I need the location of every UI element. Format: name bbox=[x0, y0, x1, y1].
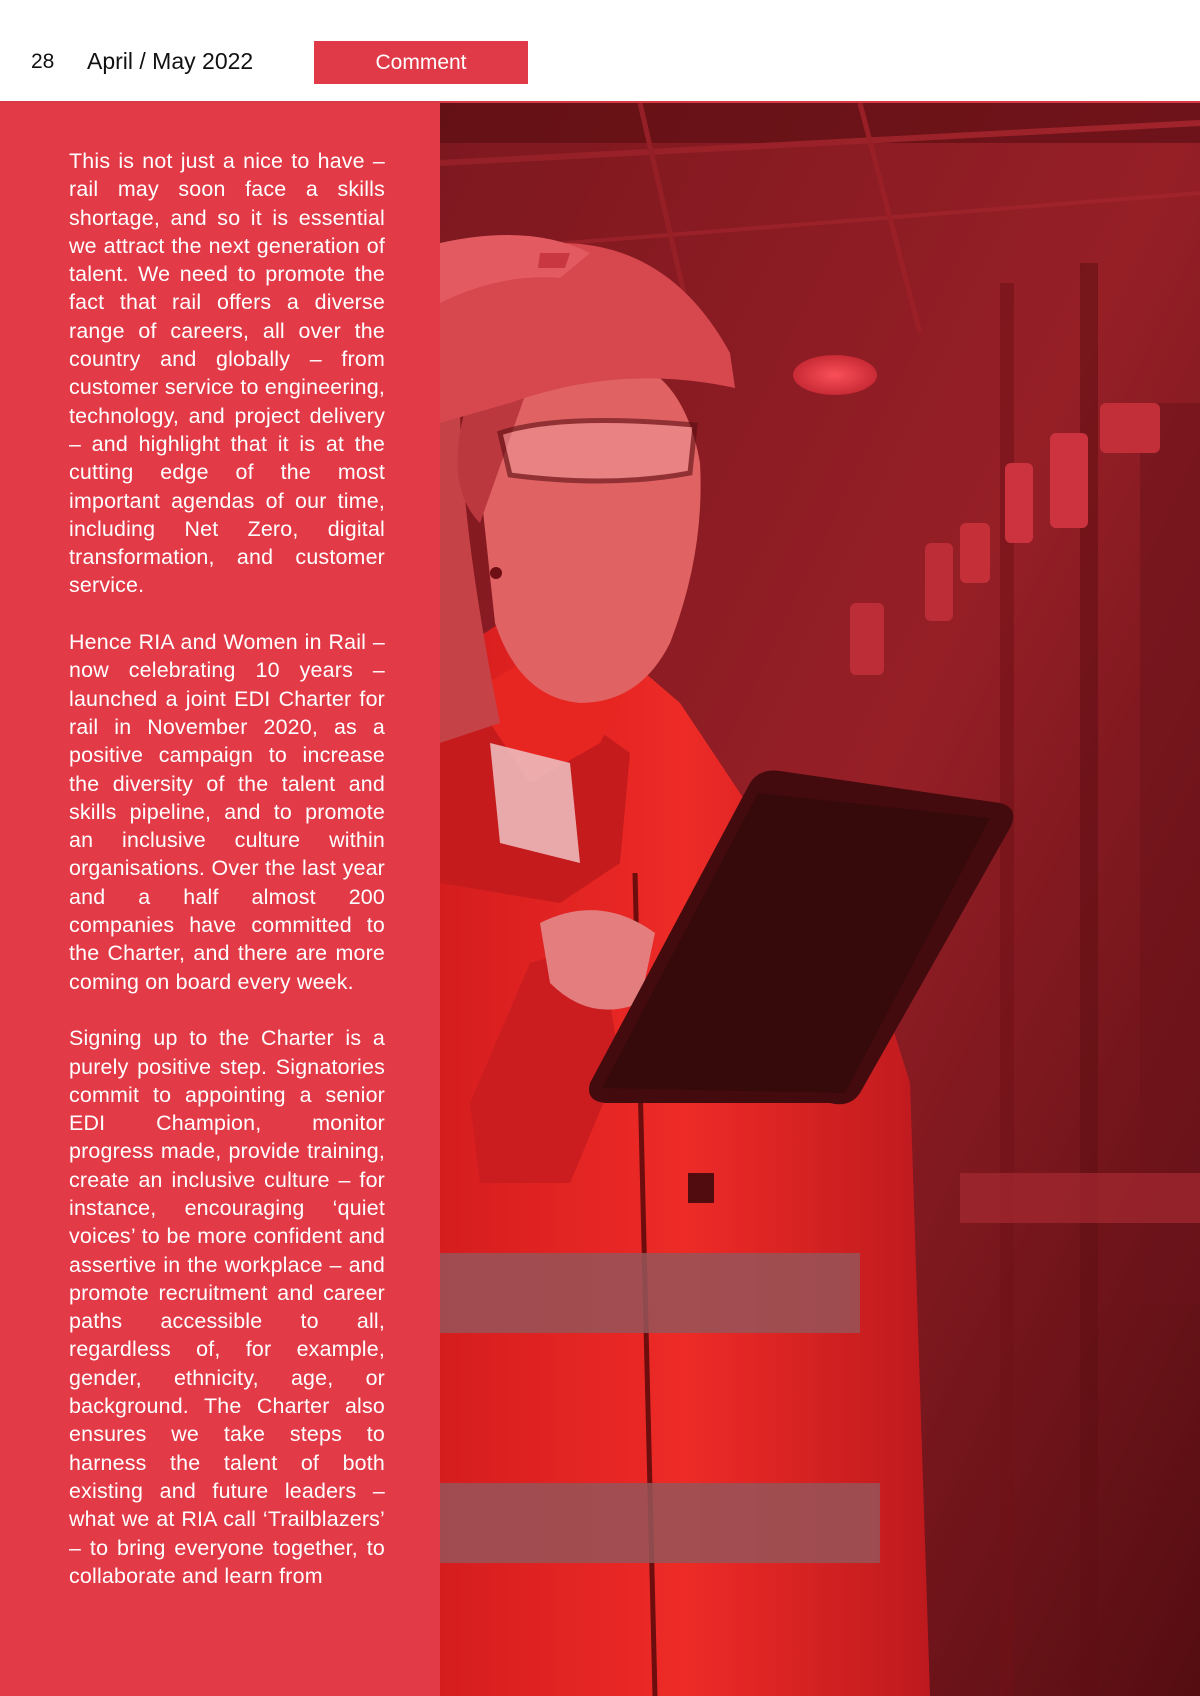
photo-illustration bbox=[440, 103, 1200, 1696]
article-paragraph: Hence RIA and Women in Rail – now celebrating 10 years – launched a joint EDI Charter for rail in November 2020, as a positive campaign to increase the diversity of the talent and skills pipeline, and to promote an inclusive culture within organisations. Over the last year and a half almost 200 companies have committed to the Charter, and there are more coming on board every week. bbox=[69, 630, 385, 994]
article-paragraph: Signing up to the Charter is a purely positive step. Signatories commit to appointing a senior EDI Champion, monitor progress made, provide training, create an inclusive culture – for instance, encouraging ‘quiet voices’ to be more confident and assertive in the workplace – and promote recruitment and career paths accessible to all, regardless of, for example, gender, ethnicity, age, or background. The Charter also ensures we take steps to harness the talent of both existing and future leaders – what we at RIA call ‘Trailblazers’ – to bring everyone together, to collaborate and learn from bbox=[69, 1026, 385, 1588]
page-header bbox=[0, 0, 1200, 103]
article-paragraph: This is not just a nice to have – rail may soon face a skills shortage, and so it is essential we attract the next generation of talent. We need to promote the fact that rail offers a diverse range of careers, all over the country and globally – from customer service to engineering, technology, and project delivery – and highlight that it is at the cutting edge of the most important agendas of our time, including Net Zero, digital transformation, and customer service. bbox=[69, 149, 385, 598]
article-body bbox=[69, 147, 385, 1618]
section-label: Comment bbox=[314, 41, 528, 84]
article-column bbox=[0, 103, 440, 1696]
issue-date: April / May 2022 bbox=[87, 48, 254, 74]
engineer-photo bbox=[440, 103, 1200, 1696]
page-number: 28 bbox=[31, 50, 55, 73]
